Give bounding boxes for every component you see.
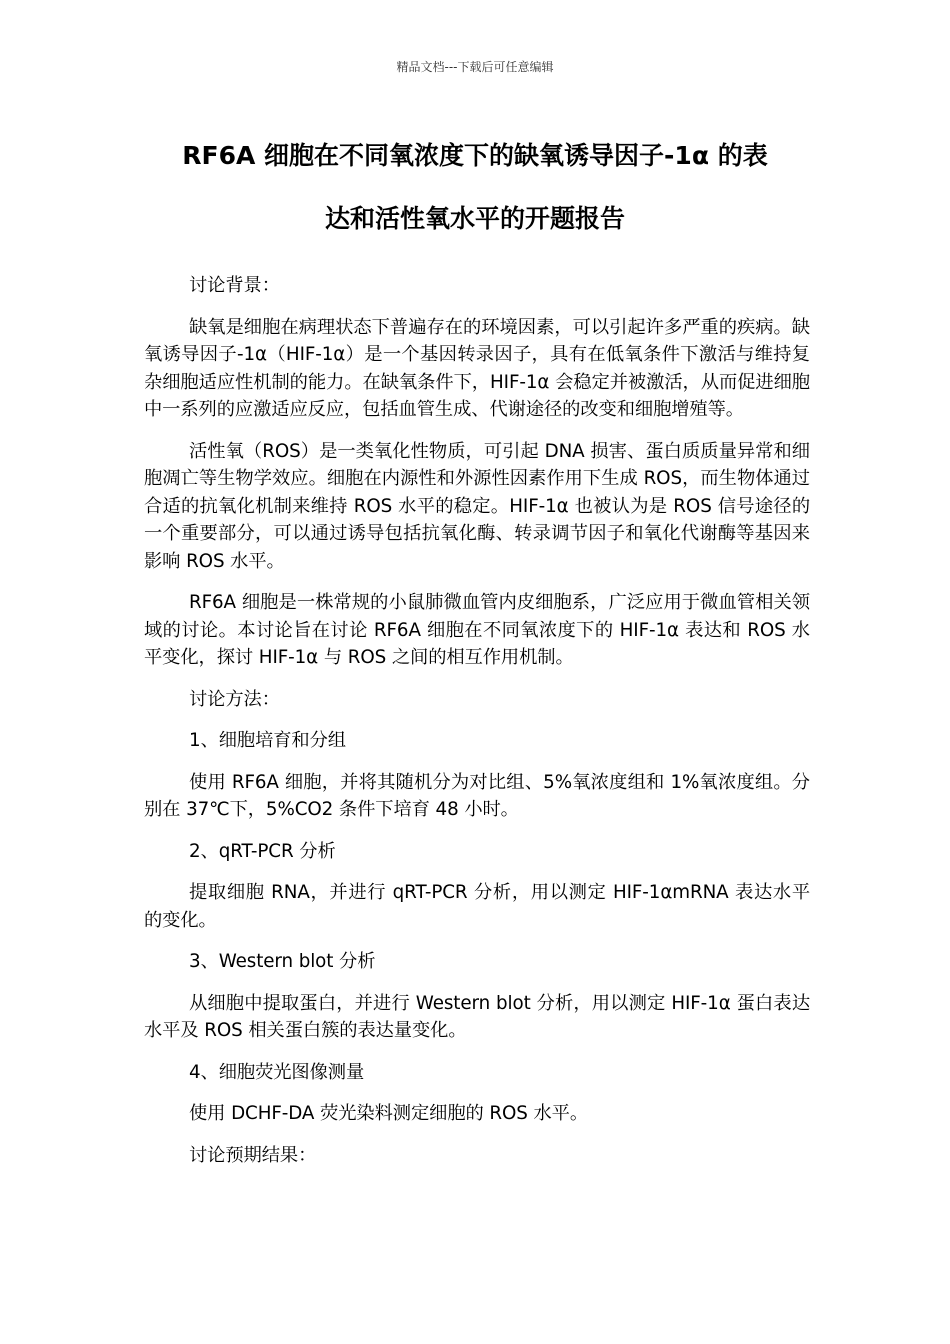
document-title bbox=[145, 124, 805, 250]
paragraph-ros: 活性氧（ROS）是一类氧化性物质，可引起 DNA 损害、蛋白质质量异常和细胞凋亡等生物学效应。细胞在内源性和外源性因素作用下生成 ROS，而生物体通过合适的抗氧化机制来维持 ROS 水平的稳定。HIF-1α 也被认为是 ROS 信号途径的一个重要部分，可以通过诱导包括抗氧化酶、转录调节因子和氧化代谢酶等基因来影响 ROS 水平。 bbox=[144, 440, 810, 572]
paragraph-hypoxia: 缺氧是细胞在病理状态下普遍存在的环境因素，可以引起许多严重的疾病。缺氧诱导因子-1α（HIF-1α）是一个基因转录因子，具有在低氧条件下激活与维持复杂细胞适应性机制的能力。在缺氧条件下，HIF-1α 会稳定并被激活，从而促进细胞中一系列的应激适应反应，包括血管生成、代谢途径的改变和细胞增殖等。 bbox=[144, 316, 810, 420]
method-1-text: 使用 RF6A 细胞，并将其随机分为对比组、5%氧浓度组和 1%氧浓度组。分别在 37℃下，5%CO2 条件下培育 48 小时。 bbox=[144, 771, 810, 820]
method-3-heading: 3、Western blot 分析 bbox=[189, 951, 376, 972]
section-heading-methods: 讨论方法： bbox=[189, 688, 280, 710]
section-heading-background: 讨论背景： bbox=[189, 275, 280, 296]
method-1-heading: 1、细胞培育和分组 bbox=[189, 730, 346, 751]
title-line-1: RF6A 细胞在不同氧浓度下的缺氧诱导因子-1α 的表 bbox=[182, 141, 768, 170]
paragraph-rf6a: RF6A 细胞是一株常规的小鼠肺微血管内皮细胞系，广泛应用于微血管相关领域的讨论。本讨论旨在讨论 RF6A 细胞在不同氧浓度下的 HIF-1α 表达和 ROS 水平变化，探讨 HIF-1α 与 ROS 之间的相互作用机制。 bbox=[144, 592, 810, 668]
title-line-2: 达和活性氧水平的开题报告 bbox=[324, 204, 625, 233]
method-2-text: 提取细胞 RNA，并进行 qRT-PCR 分析，用以测定 HIF-1αmRNA 表达水平的变化。 bbox=[144, 882, 810, 931]
page-header: 精品文档---下载后可任意编辑 bbox=[396, 60, 554, 74]
method-3-text: 从细胞中提取蛋白，并进行 Western blot 分析，用以测定 HIF-1α 蛋白表达水平及 ROS 相关蛋白簇的表达量变化。 bbox=[144, 992, 810, 1041]
section-heading-expected-results: 讨论预期结果： bbox=[189, 1144, 317, 1166]
method-4-text: 使用 DCHF-DA 荧光染料测定细胞的 ROS 水平。 bbox=[189, 1103, 589, 1124]
document-body bbox=[144, 272, 810, 1183]
method-4-heading: 4、细胞荧光图像测量 bbox=[189, 1061, 365, 1083]
method-2-heading: 2、qRT-PCR 分析 bbox=[189, 840, 336, 862]
